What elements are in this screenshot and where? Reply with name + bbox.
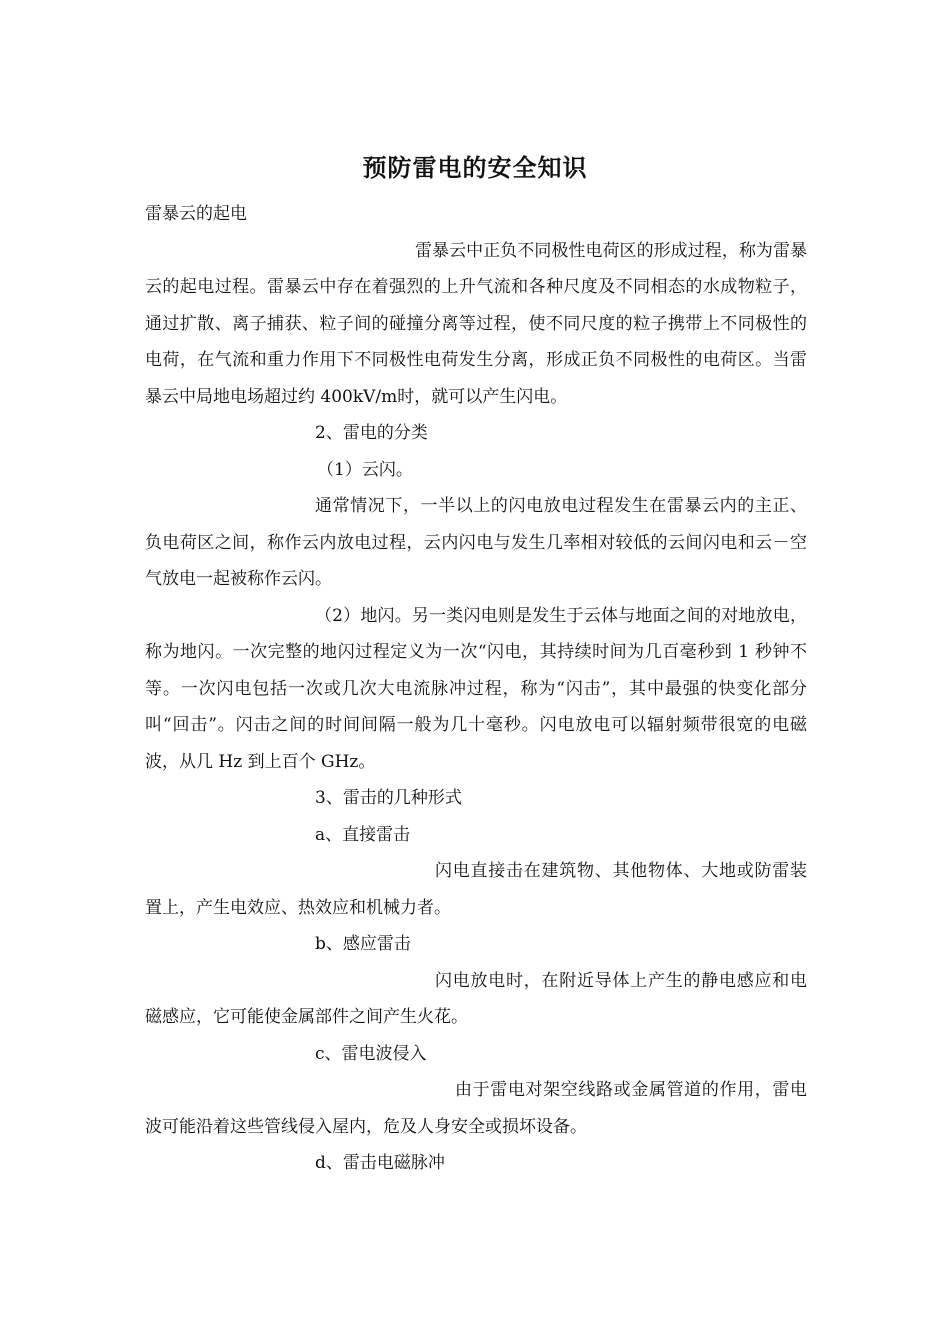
paragraph-cloud-flash: 通常情况下，一半以上的闪电放电过程发生在雷暴云内的主正、负电荷区之间，称作云内放电过程，云内闪电与发生几率相对较低的云间闪电和云－空气放电一起被称作云闪。 <box>145 496 807 589</box>
subheading-induced-strike: b、感应雷击 <box>315 934 411 954</box>
subheading-lightning-wave: c、雷电波侵入 <box>315 1043 427 1064</box>
paragraph-lightning-wave: 由于雷电对架空线路或金属管道的作用，雷电波可能沿着这些管线侵入屋内，危及人身安全或损坏设备。 <box>145 1080 807 1137</box>
paragraph-induced-strike: 闪电放电时，在附近导体上产生的静电感应和电磁感应，它可能使金属部件之间产生火花。 <box>145 970 807 1027</box>
subheading-cloud-flash: （1）云闪。 <box>317 459 413 480</box>
paragraph-cloud-charging: 雷暴云中正负不同极性电荷区的形成过程，称为雷暴云的起电过程。雷暴云中存在着强烈的上升气流和各种尺度及不同相态的水成物粒子，通过扩散、离子捕获、粒子间的碰撞分离等过程，使不同尺度的粒子携带上不同极性的电荷，在气流和重力作用下不同极性电荷发生分离，形成正负不同极性的电荷区。当雷暴云中局地电场超过约 400kV/m时，就可以产生闪电。 <box>145 240 807 407</box>
subheading-direct-strike: a、直接雷击 <box>315 824 411 845</box>
document-body <box>145 196 807 1182</box>
subheading-electromagnetic-pulse: d、雷击电磁脉冲 <box>315 1153 445 1173</box>
paragraph-direct-strike: 闪电直接击在建筑物、其他物体、大地或防雷装置上，产生电效应、热效应和机械力者。 <box>145 861 807 918</box>
paragraph-ground-flash: （2）地闪。另一类闪电则是发生于云体与地面之间的对地放电，称为地闪。一次完整的地闪过程定义为一次“闪电，其持续时间为几百毫秒到 1 秒钟不等。一次闪电包括一次或几次大电流脉冲过程，称为“闪击”，其中最强的快变化部分叫“回击”。闪击之间的时间间隔一般为几十毫秒。闪电放电可以辐射频带很宽的电磁波，从几 Hz 到上百个 GHz。 <box>145 605 807 772</box>
page-title: 预防雷电的安全知识 <box>362 153 588 182</box>
section-heading-classification: 2、雷电的分类 <box>315 423 428 443</box>
section-heading-strike-forms: 3、雷击的几种形式 <box>315 788 462 808</box>
section-heading-cloud-charging: 雷暴云的起电 <box>145 204 247 224</box>
